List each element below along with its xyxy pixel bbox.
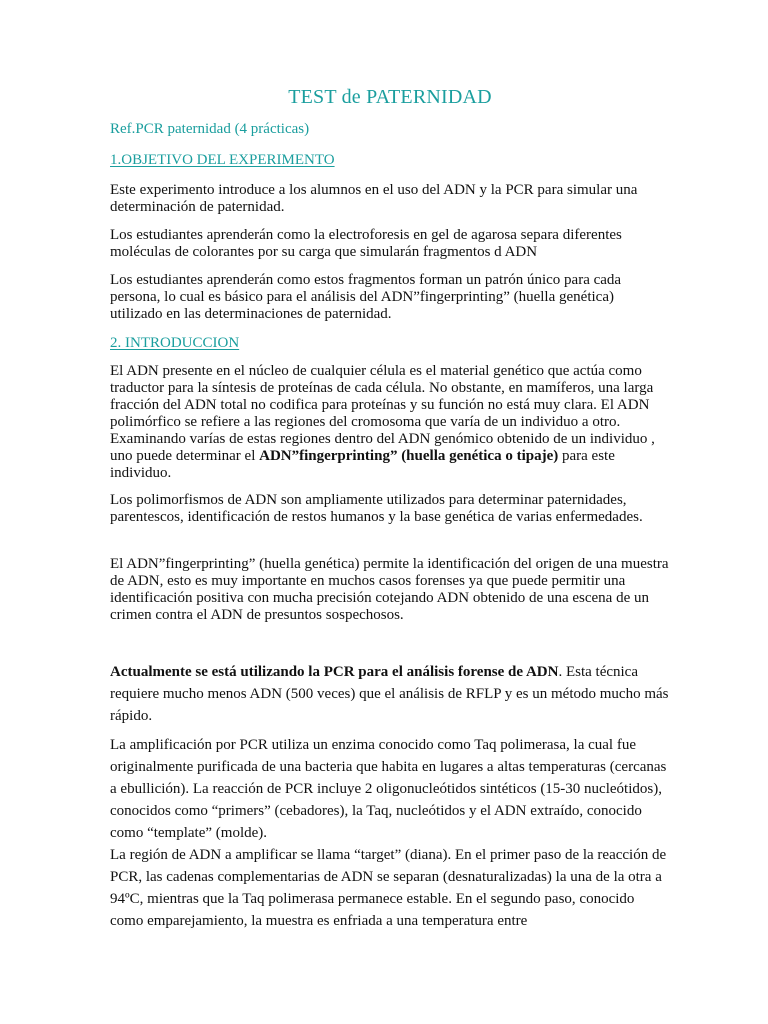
page-title: TEST de PATERNIDAD xyxy=(288,86,492,108)
reference-line: Ref.PCR paternidad (4 prácticas) xyxy=(110,121,310,137)
paragraph-intro-1-end: para este individuo. xyxy=(110,448,615,481)
paragraph-intro-1 xyxy=(110,363,670,482)
paragraph-objetivo-2: Los estudiantes aprenderán como la electroforesis en gel de agarosa separa diferentes moléculas de colorantes por su carga que simularán fragmentos d ADN xyxy=(110,227,622,260)
paragraph-intro-1-text: El ADN presente en el núcleo de cualquier célula es el material genético que actúa como traductor para la síntesis de proteínas de cada célula. No obstante, en mamíferos, una larga fracción del ADN total no codifica para proteínas y su función no está muy clara. El ADN polimórfico se refiere a las regiones del cromosoma que varía de un individuo a otro. Examinando varías de estas regiones dentro del ADN genómico obtenido de un individuo , uno puede determinar el xyxy=(110,363,655,464)
paragraph-pcr-forense xyxy=(110,661,670,727)
paragraph-objetivo-1: Este experimento introduce a los alumnos en el uso del ADN y la PCR para simular una determinación de paternidad. xyxy=(110,182,638,215)
paragraph-intro-3: El ADN”fingerprinting” (huella genética) permite la identificación del origen de una muestra de ADN, esto es muy importante en muchos casos forenses ya que puede permitir una identificación positiva con mucha precisión cotejando ADN obtenido de una escena de un crimen contra el ADN de presuntos sospechosos. xyxy=(110,556,669,623)
section-heading-introduccion: 2. INTRODUCCION xyxy=(110,335,240,351)
paragraph-pcr-forense-text: . Esta técnica requiere mucho menos ADN (500 veces) que el análisis de RFLP y es un método mucho más rápido. xyxy=(110,664,669,724)
paragraph-intro-1-bold: ADN”fingerprinting” (huella genética o tipaje) xyxy=(259,448,559,464)
section-heading-objetivo: 1.OBJETIVO DEL EXPERIMENTO xyxy=(110,152,335,168)
paragraph-amplificacion: La amplificación por PCR utiliza un enzima conocido como Taq polimerasa, la cual fue originalmente purificada de una bacteria que habita en lugares a altas temperaturas (cercanas a ebullición). La reacción de PCR incluye 2 oligonucleótidos sintéticos (15-30 nucleótidos), conocidos como “primers” (cebadores), la Taq, nucleótidos y el ADN extraído, conocido como “template” (molde). xyxy=(110,737,667,841)
paragraph-objetivo-3: Los estudiantes aprenderán como estos fragmentos forman un patrón único para cada persona, lo cual es básico para el análisis del ADN”fingerprinting” (huella genética) utilizado en las determinaciones de paternidad. xyxy=(110,272,622,322)
paragraph-pcr-forense-bold: Actualmente se está utilizando la PCR para el análisis forense de ADN xyxy=(110,664,559,680)
paragraph-intro-2: Los polimorfismos de ADN son ampliamente utilizados para determinar paternidades, parentescos, identificación de restos humanos y la base genética de varias enfermedades. xyxy=(110,492,643,525)
paragraph-region-target: La región de ADN a amplificar se llama “target” (diana). En el primer paso de la reacción de PCR, las cadenas complementarias de ADN se separan (desnaturalizadas) la una de la otra a 94ºC, mientras que la Taq polimerasa permanece estable. En el segundo paso, conocido como emparejamiento, la muestra es enfriada a una temperatura entre xyxy=(110,847,667,929)
